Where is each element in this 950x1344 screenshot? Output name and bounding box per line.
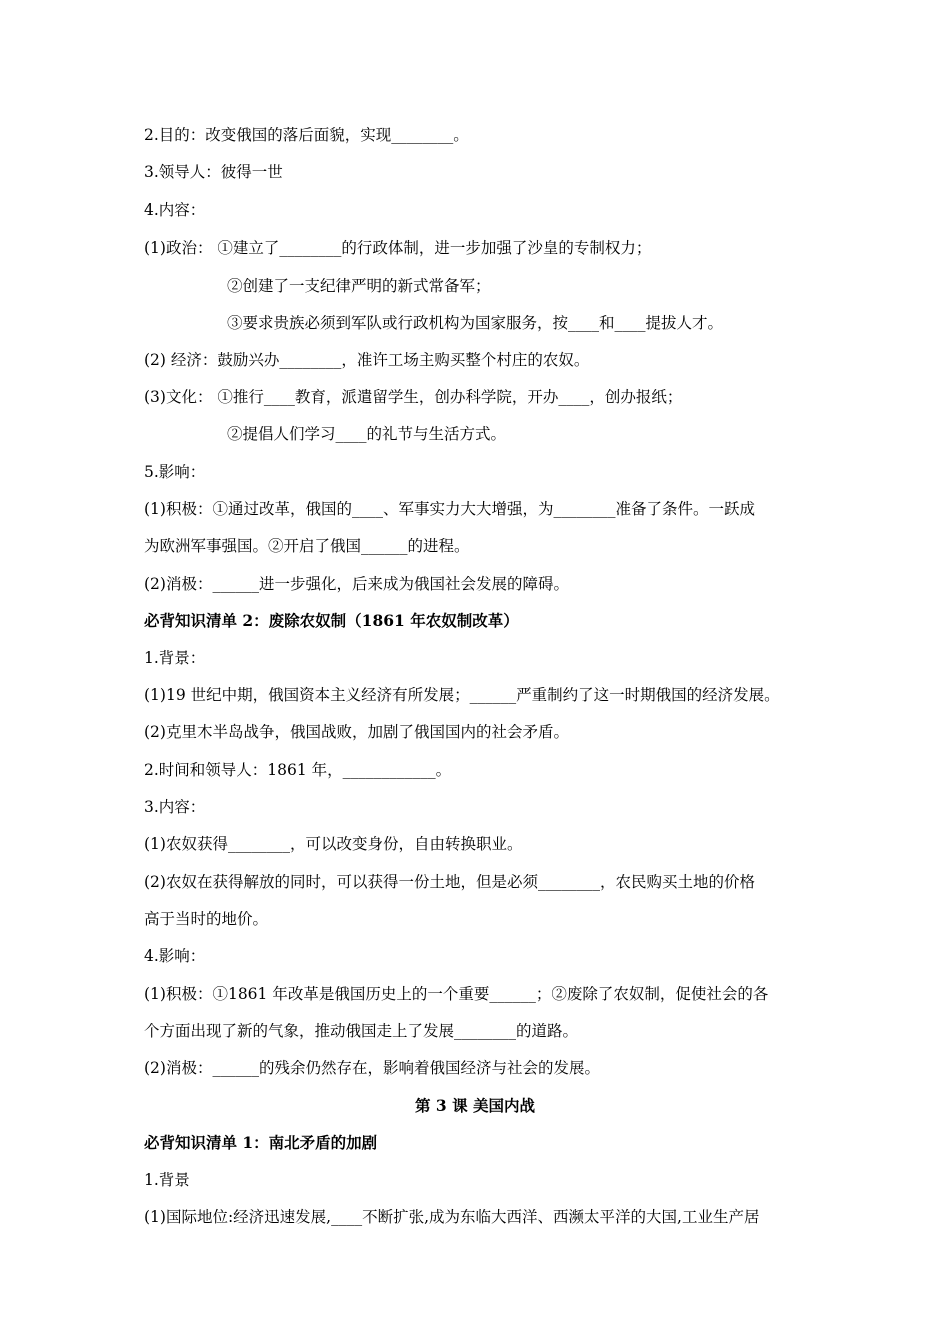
text-line: (2)消极：______进一步强化，后来成为俄国社会发展的障碍。	[144, 575, 569, 593]
text-line: 1.背景	[144, 1171, 190, 1189]
text-line: (1)积极：①通过改革，俄国的____、军事实力大大增强，为________准备了条件。一跃成	[144, 500, 755, 518]
text-line: 4.内容：	[144, 201, 206, 219]
text-line: (1)19 世纪中期，俄国资本主义经济有所发展；______严重制约了这一时期俄国的经济发展。	[144, 686, 780, 704]
text-line: (2)消极：______的残余仍然存在，影响着俄国经济与社会的发展。	[144, 1059, 600, 1077]
text-line: (2) 经济：鼓励兴办________，准许工场主购买整个村庄的农奴。	[144, 351, 590, 369]
text-line: ②提倡人们学习____的礼节与生活方式。	[227, 425, 507, 443]
text-line: (1)政治： ①建立了________的行政体制，进一步加强了沙皇的专制权力；	[144, 239, 652, 257]
section-heading: 必背知识清单 1：南北矛盾的加剧	[144, 1133, 378, 1152]
section-heading: 必背知识清单 2：废除农奴制（1861 年农奴制改革）	[144, 611, 519, 630]
text-line: 4.影响：	[144, 947, 206, 965]
text-line: 为欧洲军事强国。②开启了俄国______的进程。	[144, 537, 470, 555]
text-line: 2.目的：改变俄国的落后面貌，实现________。	[144, 126, 469, 144]
text-line: (3)文化： ①推行____教育，派遣留学生，创办科学院，开办____，创办报纸；	[144, 388, 683, 406]
lesson-title: 第 3 课 美国内战	[415, 1096, 535, 1115]
text-line: 1.背景：	[144, 649, 206, 667]
text-line: 3.领导人：彼得一世	[144, 163, 283, 181]
text-line: (1)国际地位:经济迅速发展,____不断扩张,成为东临大西洋、西濒太平洋的大国,工业生产居	[144, 1208, 760, 1226]
text-line: 5.影响：	[144, 463, 206, 481]
text-line: ③要求贵族必须到军队或行政机构为国家服务，按____和____提拔人才。	[227, 314, 724, 332]
text-line: 3.内容：	[144, 798, 206, 816]
text-line: 2.时间和领导人：1861 年，____________。	[144, 761, 452, 779]
text-line: (1)积极：①1861 年改革是俄国历史上的一个重要______；②废除了农奴制，促使社会的各	[144, 985, 769, 1003]
text-line: (2)克里木半岛战争，俄国战败，加剧了俄国国内的社会矛盾。	[144, 723, 569, 741]
text-line: ②创建了一支纪律严明的新式常备军；	[227, 277, 491, 295]
text-line: (2)农奴在获得解放的同时，可以获得一份土地，但是必须________，农民购买土地的价格	[144, 873, 755, 891]
text-line: (1)农奴获得________，可以改变身份，自由转换职业。	[144, 835, 523, 853]
text-line: 个方面出现了新的气象，推动俄国走上了发展________的道路。	[144, 1022, 579, 1040]
text-line: 高于当时的地价。	[144, 910, 269, 928]
